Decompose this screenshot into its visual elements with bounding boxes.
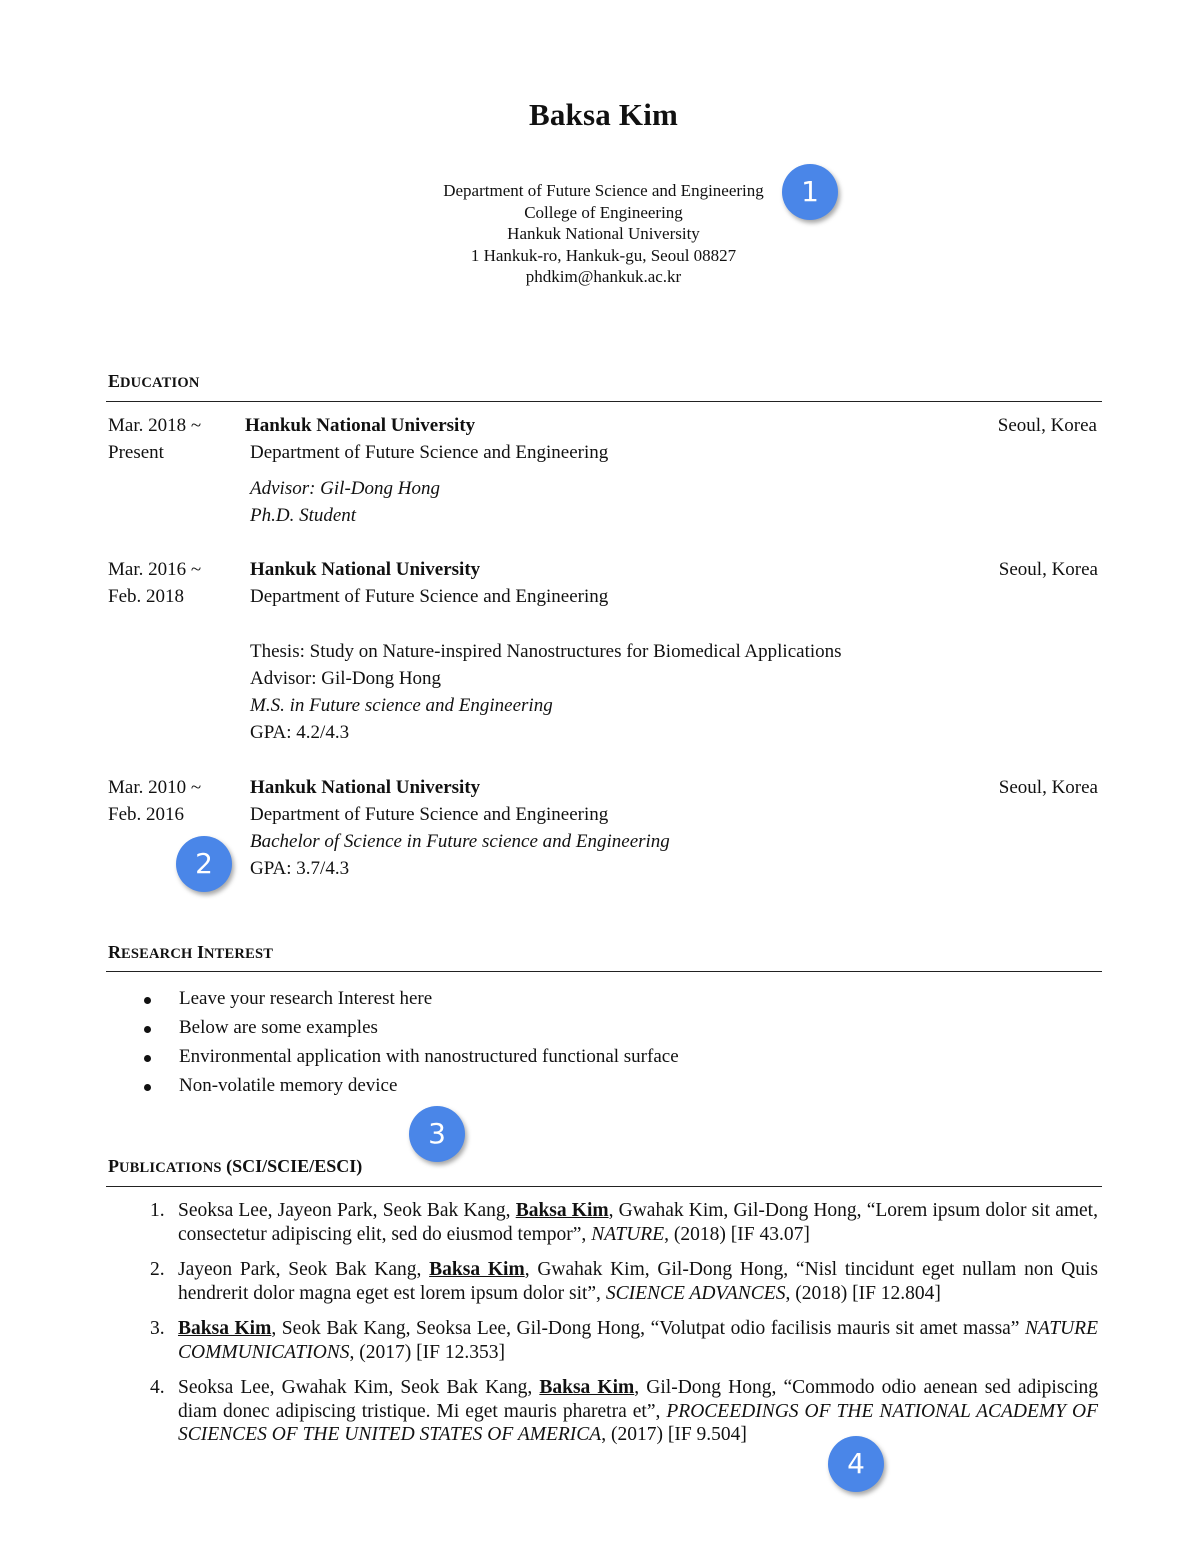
journal-name: NATURE COMMUNICATIONS [178, 1318, 1098, 1363]
annotation-marker-3: 3 [409, 1106, 465, 1162]
education-entry-2-degree: M.S. in Future science and Engineering [250, 695, 553, 716]
education-entry-2-school: Hankuk National University [250, 559, 481, 580]
education-entry-1-department: Department of Future Science and Engineering [250, 442, 609, 463]
education-entry-1-degree: Ph.D. Student [250, 505, 357, 526]
author-highlight: Baksa Kim [539, 1377, 635, 1398]
research-interest-divider [106, 971, 1102, 972]
education-entry-2-department: Department of Future Science and Engineering [250, 586, 609, 607]
contact-address: 1 Hankuk-ro, Hankuk-gu, Seoul 08827 [470, 245, 737, 265]
publications-divider [106, 1186, 1102, 1187]
publication-item: 3. Baksa Kim, Seok Bak Kang, Seoksa Lee, Gil-Dong Hong, “Volutpat odio facilisis mauris sit amet massa” NATURE COMMUNICATIONS, (2017) [IF 12.353] [150, 1318, 1098, 1363]
education-entry-1-school: Hankuk National University [245, 415, 476, 436]
research-interest-list [108, 985, 1098, 1101]
bullet-icon [144, 1084, 151, 1091]
contact-department: Department of Future Science and Engineering [443, 181, 764, 200]
bullet-icon [144, 1055, 151, 1062]
education-entry-2-gpa: GPA: 4.2/4.3 [250, 722, 350, 743]
education-entry-3-gpa: GPA: 3.7/4.3 [250, 858, 350, 879]
contact-email[interactable]: phdkim@hankuk.ac.kr [525, 267, 682, 286]
education-entry-2-advisor: Advisor: Gil-Dong Hong [250, 668, 442, 689]
contact-college: College of Engineering [524, 202, 683, 222]
journal-name: NATURE [591, 1223, 665, 1245]
publication-item: 4. Seoksa Lee, Gwahak Kim, Seok Bak Kang, Baksa Kim, Gil-Dong Hong, “Commodo odio aenean sed adipiscing diam donec adipiscing tristique. Mi eget mauris pharetra et”, PROCEEDINGS OF THE NATIONAL ACADEMY OF SCIENCES OF THE UNITED STATES OF AMERICA, (2017) [IF 9.504] [150, 1377, 1099, 1445]
education-entry-2-location: Seoul, Korea [998, 559, 1098, 580]
list-item: Leave your research Interest here [108, 985, 1098, 1014]
research-interest-heading: RESEARCH INTEREST [108, 942, 274, 962]
education-divider [106, 401, 1102, 402]
journal-name: PROCEEDINGS OF THE NATIONAL ACADEMY OF SCIENCES OF THE UNITED STATES OF AMERICA [178, 1400, 1099, 1445]
bullet-icon [144, 1026, 151, 1033]
education-entry-3-location: Seoul, Korea [998, 777, 1098, 798]
annotation-marker-4: 4 [828, 1436, 884, 1492]
publications-heading: PUBLICATIONS (SCI/SCIE/ESCI) [108, 1156, 363, 1176]
journal-name: SCIENCE ADVANCES [605, 1282, 786, 1304]
author-highlight: Baksa Kim [515, 1200, 609, 1221]
list-item: Environmental application with nanostructured functional surface [108, 1043, 1098, 1072]
annotation-marker-1: 1 [782, 164, 838, 220]
education-entry-2-dates: Mar. 2016 ~ Feb. 2018 [108, 559, 202, 607]
education-entry-3-school: Hankuk National University [250, 777, 481, 798]
cv-name: Baksa Kim [528, 97, 679, 132]
education-entry-1-dates: Mar. 2018 ~ Present [108, 415, 202, 463]
author-highlight: Baksa Kim [429, 1259, 525, 1280]
education-entry-2-thesis: Thesis: Study on Nature-inspired Nanostructures for Biomedical Applications [250, 641, 842, 662]
education-entry-1-location: Seoul, Korea [997, 415, 1097, 436]
education-entry-3-degree: Bachelor of Science in Future science and Engineering [250, 831, 670, 852]
education-entry-3-dates: Mar. 2010 ~ Feb. 2016 [108, 777, 202, 825]
publication-item: 2. Jayeon Park, Seok Bak Kang, Baksa Kim, Gwahak Kim, Gil-Dong Hong, “Nisl tincidunt eget nullam non Quis hendrerit dolor magna eget est lorem ipsum dolor sit”, SCIENCE ADVANCES, (2018) [IF 12.804] [150, 1259, 1098, 1304]
bullet-icon [144, 997, 151, 1004]
education-heading: EDUCATION [108, 371, 200, 391]
education-entry-3-department: Department of Future Science and Engineering [250, 804, 609, 825]
publications-list [148, 1199, 1098, 1459]
annotation-marker-2: 2 [176, 836, 232, 892]
author-highlight: Baksa Kim [178, 1318, 272, 1339]
list-item: Below are some examples [108, 1014, 1098, 1043]
contact-university: Hankuk National University [507, 224, 700, 243]
publication-item: 1. Seoksa Lee, Jayeon Park, Seok Bak Kang, Baksa Kim, Gwahak Kim, Gil-Dong Hong, “Lorem ipsum dolor sit amet, consectetur adipiscing elit, sed do eiusmod tempor”, NATURE, (2018) [IF 43.07] [150, 1200, 1098, 1245]
list-item: Non-volatile memory device [108, 1072, 1098, 1101]
contact-block [0, 180, 1200, 288]
education-entry-1-advisor: Advisor: Gil-Dong Hong [250, 478, 440, 499]
